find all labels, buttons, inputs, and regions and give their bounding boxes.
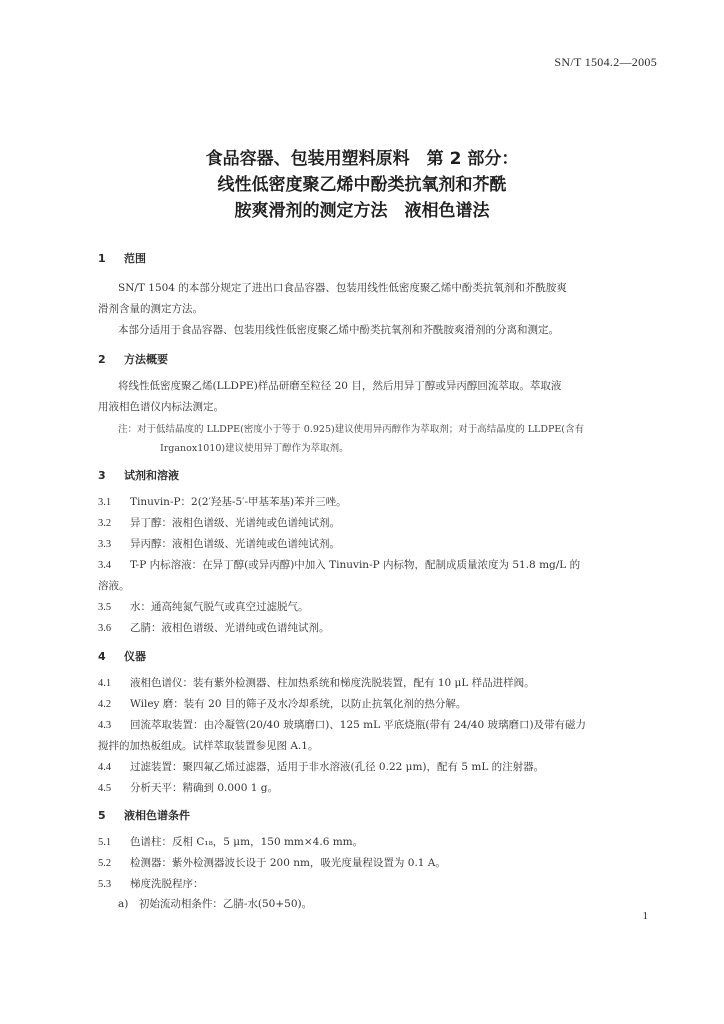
list-item: 3.3 异丙醇：液相色谱级、光谱纯或色谱纯试剂。	[98, 538, 340, 550]
section-5-heading: 5 液相色谱条件	[98, 809, 190, 822]
list-item: 3.6 乙腈：液相色谱级、光谱纯或色谱纯试剂。	[98, 622, 330, 634]
list-item: 5.2 检测器：紫外检测器波长设于 200 nm，吸光度量程设置为 0.1 A。	[98, 857, 446, 869]
section-1-heading: 1 范围	[98, 252, 146, 265]
section-2-heading: 2 方法概要	[98, 353, 168, 366]
list-item: 4.2 Wiley 磨：装有 20 目的筛子及水冷却系统，以防止抗氧化剂的热分解。	[98, 698, 467, 710]
list-item: 3.5 水：通高纯氮气脱气或真空过滤脱气。	[98, 601, 309, 613]
standard-code: SN/T 1504.2—2005	[554, 55, 657, 69]
list-item: 4.3 回流萃取装置：由冷凝管(20/40 玻璃磨口)、125 mL 平底烧瓶(带有 24/40 玻璃磨口)及带有磁力	[98, 719, 587, 731]
title-line-1: 食品容器、包装用塑料原料 第 2 部分：	[205, 149, 519, 169]
document-title	[0, 146, 724, 224]
list-item: 3.2 异丁醇：液相色谱级、光谱纯或色谱纯试剂。	[98, 517, 340, 529]
list-item: 4.4 过滤装置：聚四氟乙烯过滤器，适用于非水溶液(孔径 0.22 μm)，配有 5 mL 的注射器。	[98, 761, 545, 773]
list-item: 5.1 色谱柱：反相 C₁₈，5 μm，150 mm×4.6 mm。	[98, 836, 364, 848]
list-item: 3.1 Tinuvin-P：2(2′羟基-5′-甲基苯基)苯并三唑。	[98, 496, 347, 508]
page-number: 1	[642, 910, 648, 922]
section-3-heading: 3 试剂和溶液	[98, 469, 179, 482]
title-line-2: 线性低密度聚乙烯中酚类抗氧剂和芥酰	[217, 175, 507, 195]
section-2-note-line-2: Irganox1010)建议使用异丁醇作为萃取剂。	[160, 443, 349, 454]
list-item: 4.5 分析天平：精确到 0.000 1 g。	[98, 782, 278, 794]
list-item: 4.1 液相色谱仪：装有紫外检测器、柱加热系统和梯度洗脱装置，配有 10 μL 样品进样阀。	[98, 677, 535, 689]
sub-item-a: a) 初始流动相条件：乙腈-水(50+50)。	[118, 898, 313, 910]
section-4-heading: 4 仪器	[98, 650, 146, 663]
section-2-note-line-1: 注：对于低结晶度的 LLDPE(密度小于等于 0.925)建议使用异丙醇作为萃取剂；对于高结晶度的 LLDPE(含有	[118, 424, 584, 435]
list-item: 5.3 梯度洗脱程序：	[98, 878, 204, 890]
title-line-3: 胺爽滑剂的测定方法 液相色谱法	[234, 201, 490, 221]
section-1-paragraph-2: 本部分适用于食品容器、包装用线性低密度聚乙烯中酚类抗氧剂和芥酰胺爽滑剂的分离和测定。	[118, 324, 559, 336]
list-item: 3.4 T-P 内标溶液：在异丁醇(或异丙醇)中加入 Tinuvin-P 内标物，配制成质量浓度为 51.8 mg/L 的	[98, 559, 581, 571]
section-1-paragraph-1-line-2: 滑剂含量的测定方法。	[98, 303, 203, 315]
section-1-paragraph-1-line-1: SN/T 1504 的本部分规定了进出口食品容器、包装用线性低密度聚乙烯中酚类抗氧剂和芥酰胺爽	[118, 282, 567, 294]
section-2-paragraph-line-2: 用液相色谱仪内标法测定。	[98, 401, 224, 413]
section-2-paragraph-line-1: 将线性低密度聚乙烯(LLDPE)样品研磨至粒径 20 目，然后用异丁醇或异丙醇回流萃取。萃取液	[118, 380, 562, 392]
list-item-continuation: 搅拌的加热板组成。试样萃取装置参见图 A.1。	[98, 740, 319, 752]
list-item-continuation: 溶液。	[98, 580, 130, 592]
